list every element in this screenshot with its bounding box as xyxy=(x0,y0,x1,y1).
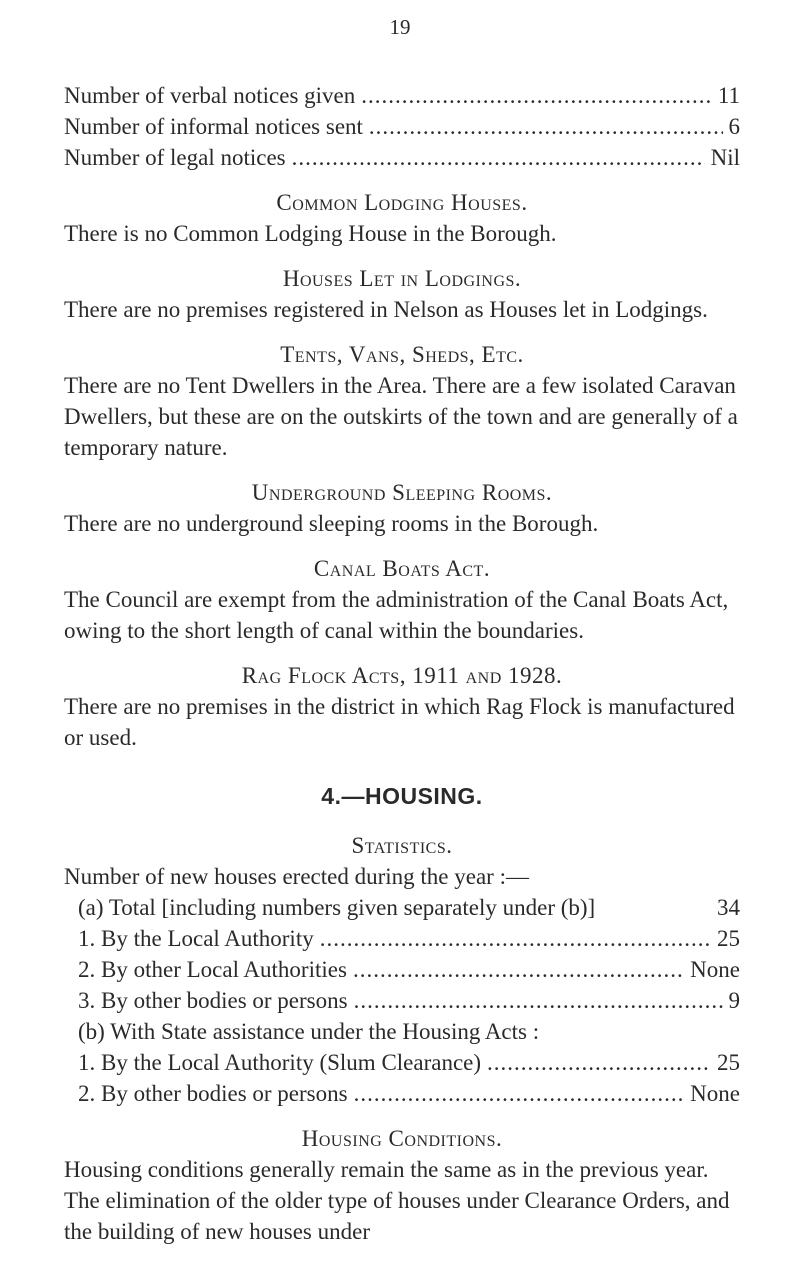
page-content xyxy=(64,80,740,1247)
stat-value: 25 xyxy=(717,926,740,951)
dot-leader xyxy=(354,985,723,1016)
common-lodging-text: There is no Common Lodging House in the Borough. xyxy=(64,221,557,246)
housing-title: 4.—HOUSING. xyxy=(321,783,483,809)
tents-text: There are no Tent Dwellers in the Area. There are a few isolated Caravan Dwellers, but these are on the outskirts of the town and are generally of a temporary nature. xyxy=(64,373,738,460)
stat-row-a1 xyxy=(64,923,740,954)
dot-leader xyxy=(292,142,705,173)
stat-label: 1. By the Local Authority (Slum Clearance) xyxy=(78,1050,482,1075)
notice-row-legal xyxy=(64,142,740,173)
stat-label: 2. By other Local Authorities xyxy=(78,957,347,982)
housing-conditions-heading: Housing Conditions. xyxy=(301,1126,503,1151)
stat-row-total xyxy=(64,892,740,923)
tents-heading: Tents, Vans, Sheds, Etc. xyxy=(280,342,524,367)
dot-leader xyxy=(320,923,711,954)
statistics-heading: Statistics. xyxy=(351,833,453,858)
notice-value: Nil xyxy=(710,145,740,170)
stat-value: None xyxy=(690,1081,740,1106)
stat-row-b-label: (b) With State assistance under the Housing Acts : xyxy=(78,1019,540,1044)
canal-heading: Canal Boats Act. xyxy=(313,556,491,581)
rag-flock-heading: Rag Flock Acts, 1911 and 1928. xyxy=(241,663,563,688)
dot-leader xyxy=(369,111,723,142)
underground-text: There are no underground sleeping rooms in the Borough. xyxy=(64,511,599,536)
stat-value: 25 xyxy=(717,1050,740,1075)
stat-label: 1. By the Local Authority xyxy=(78,926,314,951)
dot-leader xyxy=(361,80,712,111)
stat-label: (a) Total [including numbers given separately under (b)] xyxy=(78,895,596,920)
notice-label: Number of legal notices xyxy=(64,145,286,170)
stat-label: 3. By other bodies or persons xyxy=(78,988,348,1013)
stat-value: 34 xyxy=(717,895,740,920)
notice-label: Number of verbal notices given xyxy=(64,83,356,108)
stat-row-a3 xyxy=(64,985,740,1016)
stat-value: 9 xyxy=(728,988,740,1013)
stat-value: None xyxy=(690,957,740,982)
stat-row-a2 xyxy=(64,954,740,985)
dot-leader xyxy=(487,1047,711,1078)
notice-value: 6 xyxy=(728,114,740,139)
dot-leader xyxy=(354,1078,685,1109)
stat-row-b1 xyxy=(64,1047,740,1078)
houses-let-text: There are no premises registered in Nelson as Houses let in Lodgings. xyxy=(64,297,708,322)
underground-heading: Underground Sleeping Rooms. xyxy=(251,480,553,505)
dot-leader xyxy=(353,954,684,985)
housing-conditions-text: Housing conditions generally remain the same as in the previous year. The elimination of the older type of houses under Clearance Orders, and the building of new houses under xyxy=(64,1157,730,1244)
statistics-intro: Number of new houses erected during the year :— xyxy=(64,864,529,889)
notice-label: Number of informal notices sent xyxy=(64,114,363,139)
notice-row-verbal xyxy=(64,80,740,111)
common-lodging-heading: Common Lodging Houses. xyxy=(276,190,528,215)
rag-flock-text: There are no premises in the district in which Rag Flock is manufactured or used. xyxy=(64,694,735,750)
notice-value: 11 xyxy=(717,83,740,108)
stat-label: 2. By other bodies or persons xyxy=(78,1081,348,1106)
notice-row-informal xyxy=(64,111,740,142)
page-number: 19 xyxy=(389,15,411,39)
houses-let-heading: Houses Let in Lodgings. xyxy=(282,266,522,291)
stat-row-b2 xyxy=(64,1078,740,1109)
canal-text: The Council are exempt from the administration of the Canal Boats Act, owing to the short length of canal within the boundaries. xyxy=(64,587,729,643)
